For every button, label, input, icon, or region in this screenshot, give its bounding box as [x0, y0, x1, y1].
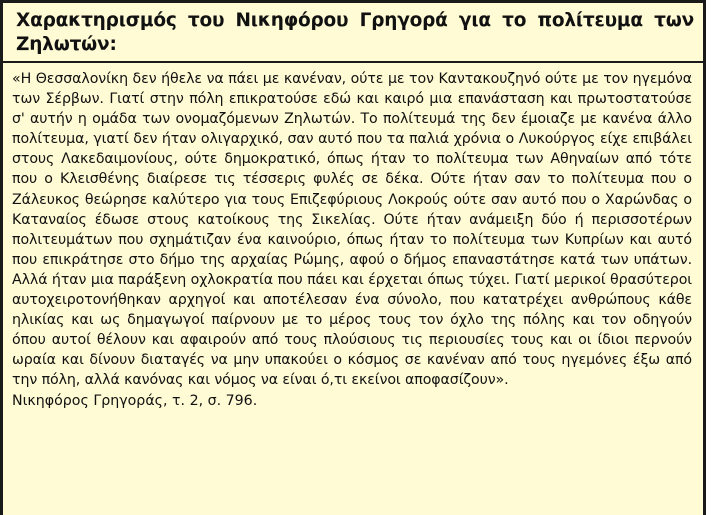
quote-text: «Η Θεσσαλονίκη δεν ήθελε να πάει με κανέναν, ούτε με τον Καντακουζηνό ούτε με τον ηγεμόνα των Σέρβων. Γιατί στην πόλη επικρατούσε εδώ και καιρό μια επανάσταση και πρωτοστατούσε σ' αυτήν η ομάδα των ονομαζόμενων Ζηλωτών. Το πολίτευμά της δεν έμοιαζε με κανένα άλλο πολίτευμα, γιατί δεν ήταν ολιγαρχικό, σαν αυτό που τα παλιά χρόνια ο Λυκούργος είχε επιβάλει στους Λακεδαιμονίους, ούτε δημοκρατικό, όπως ήταν το πολίτευμα των Αθηναίων από τότε που ο Κλεισθένης διαίρεσε τις τέσσερις φυλές σε δέκα. Ούτε ήταν σαν το πολίτευμα που ο Ζάλευκος θεώρησε καλύτερο για τους Επιζεφύριους Λοκρούς ούτε σαν αυτό που ο Χαρώνδας ο Καταναίος έδωσε στους κατοίκους της Σικελίας. Ούτε ήταν ανάμειξη δύο ή περισσοτέρων πολιτευμάτων που σχημάτιζαν ένα καινούριο, όπως ήταν το πολίτευμα των Κυπρίων και αυτό που επικράτησε στο δήμο της αρχαίας Ρώμης, αφού ο δήμος επαναστάτησε κατά των υπάτων. Αλλά ήταν μια παράξενη οχλοκρατία που πάει και έρχεται όπως τύχει. Γιατί μερικοί θρασύτεροι αυτοχειροτονήθηκαν αρχηγοί και αποτέλεσαν ένα σύνολο, που κατατρέχει ανθρώπους κάθε ηλικίας και ως δημαγωγοί παίρνουν με το μέρος τους τον όχλο της πόλης και τον οδηγούν όπου αυτοί θέλουν και αφαιρούν από τους πλούσιους τις περιουσίες τους και οι ίδιοι περνούν ωραία και δίνουν διαταγές να μην υπακούει ο κόσμος σε κανέναν από τους ηγεμόνες έξω από την πόλη, αλλά κανόνας και νόμος να είναι ό,τι εκείνοι αποφασίζουν». [12, 71, 692, 389]
source-citation: Νικηφόρος Γρηγοράς, τ. 2, σ. 796. [12, 392, 258, 409]
title-divider [3, 61, 703, 63]
box-title: Χαρακτηρισμός του Νικηφόρου Γρηγορά για το πολίτευμα των Ζηλωτών: [16, 10, 694, 55]
